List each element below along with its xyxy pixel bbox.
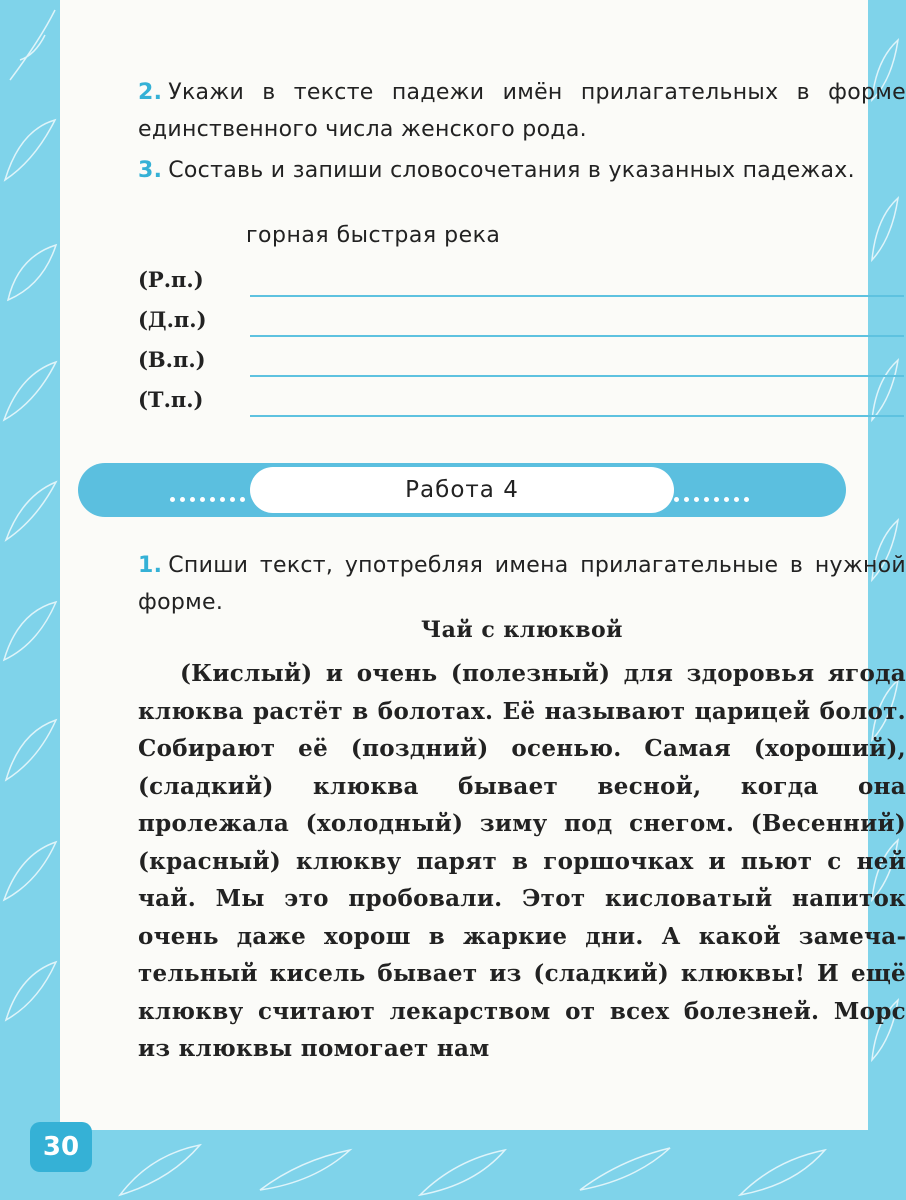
section-title: Работа 4 (405, 477, 519, 503)
case-row-genitive (138, 267, 906, 307)
section-banner (78, 463, 846, 517)
workbook-page (60, 0, 906, 1130)
task-2 (138, 74, 906, 148)
dots-decoration-left (170, 487, 250, 493)
case-row-accusative (138, 347, 906, 387)
task-3-number: 3. (138, 158, 163, 183)
task-2-number: 2. (138, 80, 163, 105)
task-3-text: Составь и запиши словосочетания в указанных падежах. (168, 158, 855, 183)
answer-line[interactable] (250, 375, 904, 377)
story-title: Чай с клюквой (421, 617, 623, 643)
task-1 (138, 547, 906, 621)
answer-line[interactable] (250, 335, 904, 337)
case-label: (Р.п.) (138, 267, 204, 292)
answer-line[interactable] (250, 295, 904, 297)
task-2-text: Укажи в тексте падежи имён прилагательных в форме единственного числа женского рода. (138, 80, 906, 142)
case-row-instrumental (138, 387, 906, 427)
answer-line[interactable] (250, 415, 904, 417)
task-3 (138, 152, 906, 189)
case-label: (Д.п.) (138, 307, 207, 332)
case-row-dative (138, 307, 906, 347)
case-label: (В.п.) (138, 347, 206, 372)
task-1-number: 1. (138, 553, 163, 578)
task-1-text: Спиши текст, употребляя имена прилагательные в нужной форме. (138, 553, 906, 615)
phrase-to-decline: горная быстрая река (246, 223, 501, 248)
story-text: (Кислый) и очень (полезный) для здоровья ягода клюква растёт в болотах. Её называют царицей болот. Собирают её (поздний) осенью. Самая (хороший), (сладкий) клюква бывает весной, когда она пролежала (холодный) зиму под снегом. (Весенний) (красный) клюкву парят в горшочках и пьют с ней чай. Мы это пробовали. Этот кисловатый напиток очень даже хорош в жаркие дни. А какой замечательный кисель бывает из (сладкий) клюквы! И ещё клюкву считают лекарством от всех болезней. Морс из клюквы помогает нам (138, 660, 906, 1062)
page-number: 30 (30, 1122, 92, 1172)
case-label: (Т.п.) (138, 387, 204, 412)
dots-decoration-right (584, 487, 754, 493)
